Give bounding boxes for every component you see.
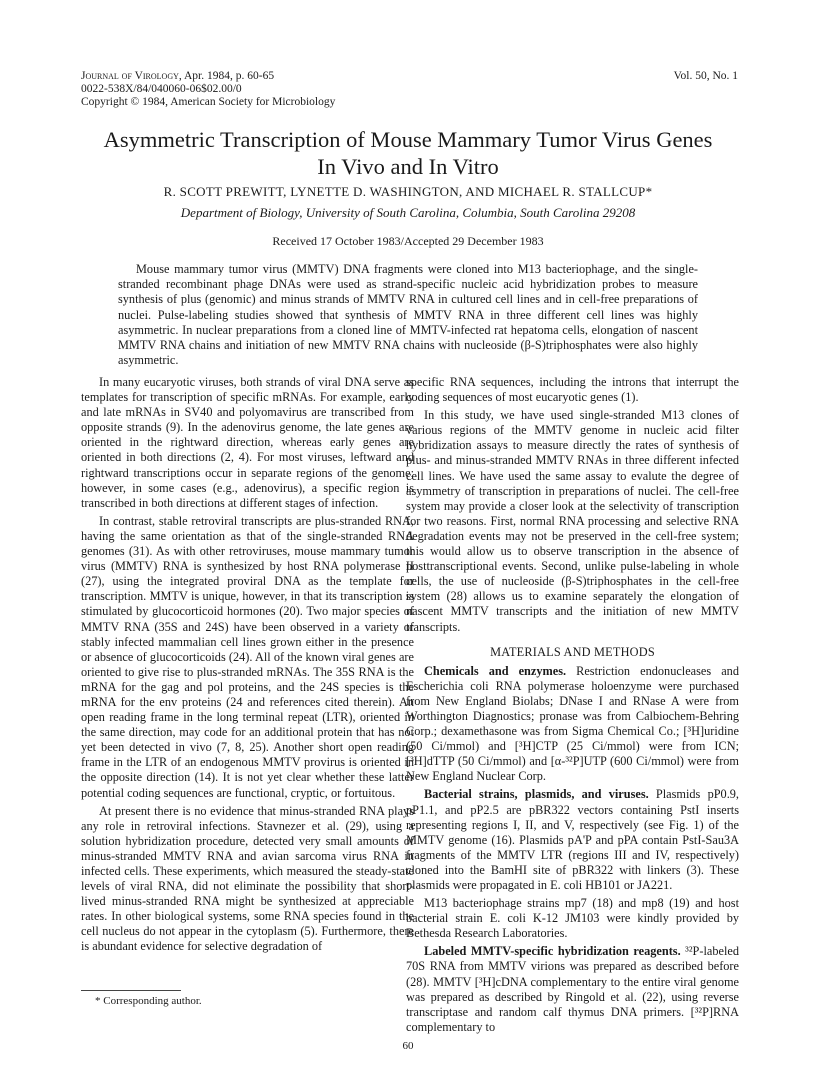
paragraph: In contrast, stable retroviral transcripts are plus-stranded RNA, having the same orientation as that of the single-stranded RNA genomes (31). As with other retroviruses, mouse mammary tumor virus (MMTV) RNA is synthesized by host RNA polymerase II (27), using the integrated proviral DNA as the template for transcription. MMTV is unique, however, in that its transcription is stimulated by glucocorticoid hormones (20). Two major species of MMTV RNA (35S and 24S) have been observed in a variety of stably infected mammalian cell lines grown either in the presence or absence of glucocorticoids (24). All of the known viral genes are oriented to give rise to plus-stranded mRNAs. The 35S RNA is the mRNA for the gag and pol proteins, and the 24S species is the mRNA for the env proteins (24 and references cited therein). An open reading frame in the long terminal repeat (LTR), oriented in the same direction, may code for an additional protein that has not yet been detected in vivo (7, 8, 25). Another short open reading frame in the LTR of an endogenous MMTV provirus is oriented in the opposite direction (14). It is not yet clear whether these latter potential coding sequences are functional, cryptic, or fortuitous. — [81, 513, 414, 800]
paragraph-text: ³²P-labeled 70S RNA from MMTV virions was prepared as described before (28). MMTV [³H]cDNA complementary to the entire viral genome was prepared as described by Ringold et al. (22), using reverse transcriptase and random calf thymus DNA primers. [³²P]RNA complementary to — [406, 944, 739, 1034]
page-number: 60 — [402, 1040, 414, 1052]
authors: R. SCOTT PREWITT, LYNETTE D. WASHINGTON, AND MICHAEL R. STALLCUP* — [163, 184, 653, 199]
paragraph — [406, 787, 739, 893]
paragraph: In this study, we have used single-stranded M13 clones of various regions of the MMTV genome in nucleic acid filter hybridization assays to measure directly the rates of synthesis of plus- and minus-stranded MMTV RNAs in three different infected cell lines. We have used the same assay to evalute the degree of asymmetry of transcription in preparations of nuclei. The cell-free system may provide a closer look at the selectivity of transcription for two reasons. First, normal RNA processing and selective RNA degradation events may not be preserved in the cell-free system; this would allow us to observe transcription in the absence of posttranscriptional events. Second, unlike pulse-labeling in whole cells, the use of nucleoside (β-S)triphosphates in the cell-free system (28) allows us to examine separately the elongation of nascent MMTV transcripts and the initiation of new MMTV transcripts. — [406, 408, 739, 634]
paragraph: In many eucaryotic viruses, both strands of viral DNA serve as templates for transcription of specific mRNAs. For example, early and late mRNAs in SV40 and polyomavirus are transcribed from opposite strands (9). In the adenovirus genome, the late genes are oriented in the rightward direction, whereas early genes are oriented in both directions (2, 4). For most viruses, leftward and rightward transcriptions occur in separate regions of the genome; however, in some cases (e.g., adenovirus), a specific region is transcribed in both directions at different stages of infection. — [81, 375, 414, 510]
journal-header — [81, 70, 335, 109]
paragraph — [406, 944, 739, 1035]
paragraph-text: Plasmids pP0.9, pP1.1, and pP2.5 are pBR322 vectors containing PstI inserts representing regions I, II, and V, respectively (see Fig. 1) of the MMTV genome (16). Plasmids pA'P and pPA contain PstI-Sau3A fragments of the MMTV LTR (regions III and IV, respectively) cloned into the BamHI site of pBR322 with linkers (3). These plasmids were propagated in E. coli HB101 or JA221. — [406, 787, 740, 892]
runin-heading: Bacterial strains, plasmids, and viruses. — [424, 787, 649, 802]
runin-heading: Labeled MMTV-specific hybridization reagents. — [424, 944, 681, 959]
right-column — [406, 375, 739, 1038]
left-column — [81, 375, 414, 958]
journal-citation — [81, 70, 335, 83]
footnote-divider — [81, 990, 181, 991]
footnote: * Corresponding author. — [95, 995, 202, 1007]
abstract: Mouse mammary tumor virus (MMTV) DNA fragments were cloned into M13 bacteriophage, and the single-stranded recombinant phage DNAs were used as strand-specific nucleic acid hybridization probes to measure synthesis of plus (genomic) and minus strands of MMTV RNA in cultured cell lines and in cell-free preparations of nuclei. Pulse-labeling studies showed that synthesis of MMTV RNA in three different cell lines was highly asymmetric. In nuclear preparations from a cloned line of MMTV-infected rat hepatoma cells, elongation of nascent MMTV RNA chains and initiation of new MMTV RNA chains with nucleoside (β-S)triphosphates were also highly asymmetric. — [118, 262, 698, 368]
issue-line: , Apr. 1984, p. 60-65 — [178, 70, 275, 82]
paragraph: At present there is no evidence that minus-stranded RNA plays any role in retroviral infections. Stavnezer et al. (29), using a solution hybridization procedure, detected very small amounts of minus-stranded MMTV RNA and avian sarcoma virus RNA in infected cells. These experiments, which measured the steady-state levels of viral RNA, did not eliminate the possibility that short-lived minus-stranded RNA might be synthesized at appreciable rates. In other biological systems, some RNA species found in the cell nucleus do not appear in the cytoplasm (5). Furthermore, there is abundant evidence for selective degradation of — [81, 803, 414, 954]
copyright: Copyright © 1984, American Society for Microbiology — [81, 96, 336, 108]
article-title — [60, 126, 756, 180]
paragraph-text: Restriction endonucleases and Escherichia coli RNA polymerase holoenzyme were purchased from New England Biolabs; DNase I and RNase A were from Worthington Diagnostics; pronase was from Calbiochem-Behring Corp.; dexamethasone was from Sigma Chemical Co.; [³H]uridine (50 Ci/mmol) and [³H]CTP (25 Ci/mmol) were from ICN; [³H]dTTP (50 Ci/mmol) and [α-³²P]UTP (600 Ci/mmol) were from New England Nuclear Corp. — [406, 663, 739, 784]
title-line-2: In Vivo and In Vitro — [317, 154, 499, 179]
runin-heading: Chemicals and enzymes. — [424, 663, 567, 678]
section-heading: MATERIALS AND METHODS — [490, 644, 655, 659]
article-code: 0022-538X/84/040060-06$02.00/0 — [81, 83, 242, 95]
title-line-1: Asymmetric Transcription of Mouse Mammary Tumor Virus Genes — [103, 127, 713, 152]
volume: Vol. 50, No. 1 — [673, 70, 738, 82]
paragraph — [406, 664, 739, 785]
paragraph: specific RNA sequences, including the introns that interrupt the coding sequences of most eucaryotic genes (1). — [406, 375, 739, 405]
paragraph: M13 bacteriophage strains mp7 (18) and mp8 (19) and host bacterial strain E. coli K-12 JM103 were kindly provided by Bethesda Research Laboratories. — [406, 896, 739, 941]
affiliation: Department of Biology, University of South Carolina, Columbia, South Carolina 29208 — [180, 205, 636, 220]
journal-name: Journal of Virology — [81, 70, 179, 82]
received-date: Received 17 October 1983/Accepted 29 December 1983 — [272, 234, 544, 248]
